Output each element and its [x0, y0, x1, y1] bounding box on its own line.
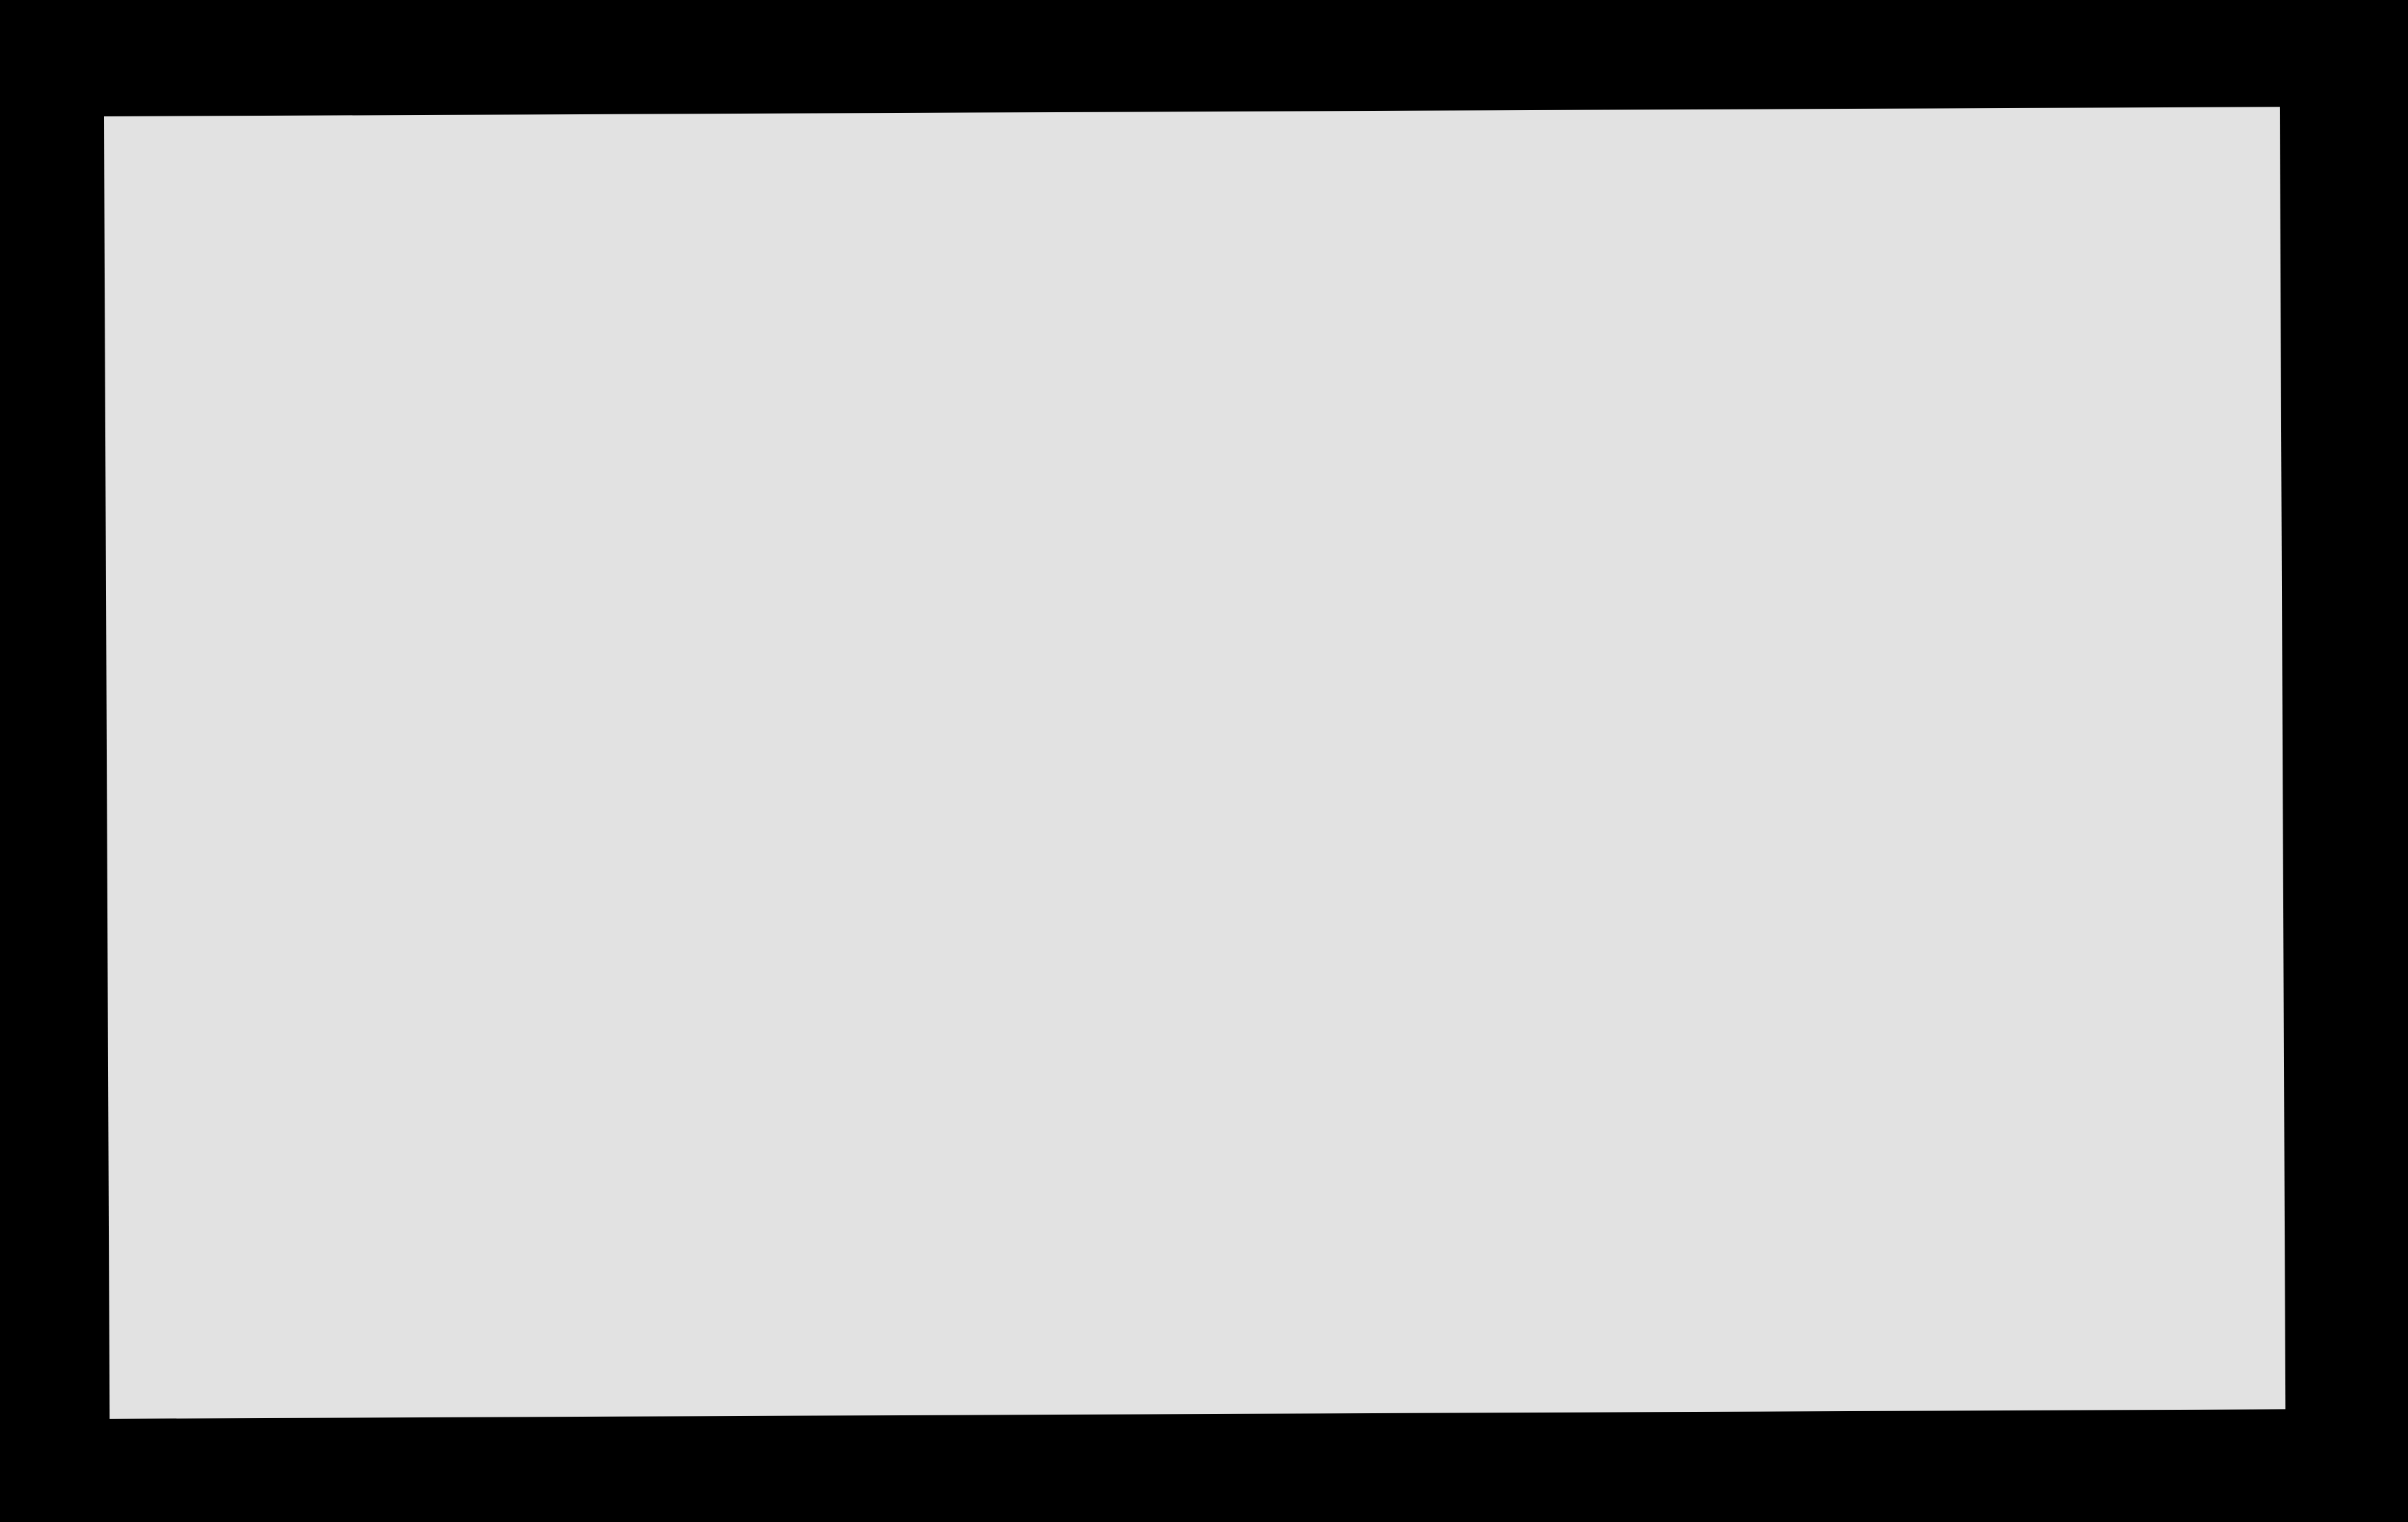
census-card-sheet	[104, 107, 2285, 1419]
card-text-layer	[104, 107, 2285, 1419]
